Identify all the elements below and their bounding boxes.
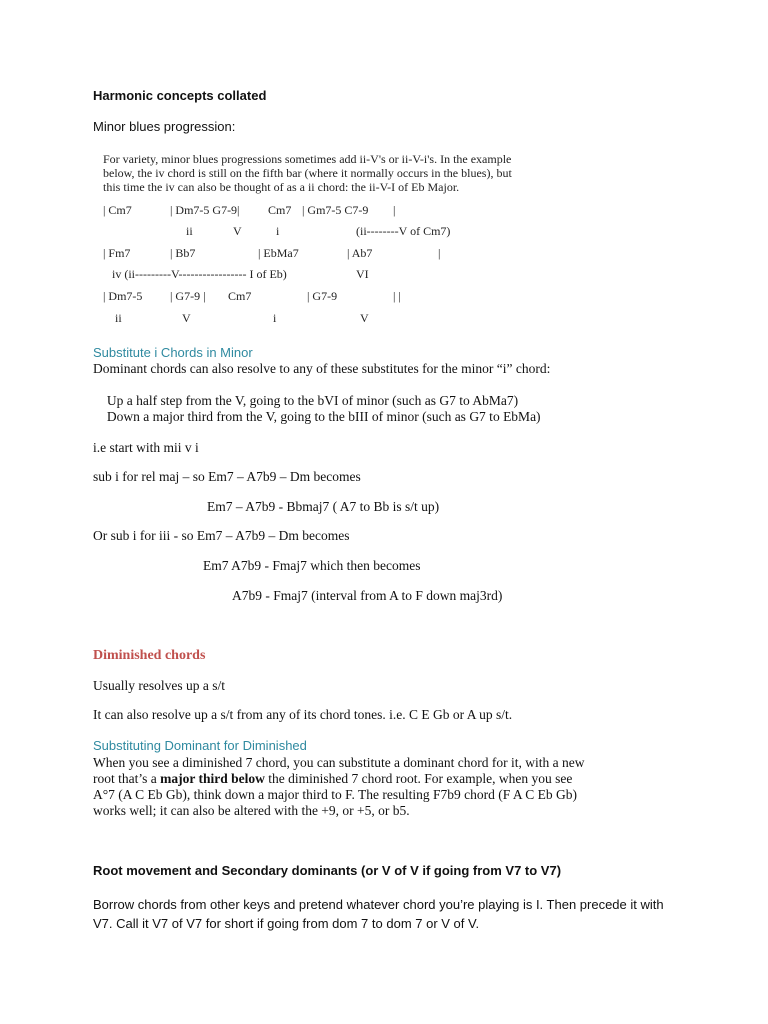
sub-rel-maj: sub i for rel maj – so Em7 – A7b9 – Dm becomes (93, 469, 361, 484)
document-title: Harmonic concepts collated (93, 88, 267, 103)
chord-bar: | Dm7-5 (103, 289, 143, 303)
excerpt-line: below, the iv chord is still on the fifth bar (where it normally occurs in the blues), but (103, 166, 512, 180)
diminished-line: Usually resolves up a s/t (93, 678, 225, 693)
substitute-intro: Dominant chords can also resolve to any of these substitutes for the minor “i” chord: (93, 361, 551, 376)
sub-iii-result: Em7 A7b9 - Fmaj7 which then becomes (203, 558, 421, 573)
sub-iii-result-2: A7b9 - Fmaj7 (interval from A to F down maj3rd) (232, 588, 503, 603)
chord-bar: | G7-9 (307, 289, 338, 303)
roman-label: iv (ii---------V----------------- I of Eb) (112, 267, 287, 281)
dom-dim-heading: Substituting Dominant for Diminished (93, 738, 307, 753)
chord-bar: | Fm7 (103, 246, 131, 260)
chord-bar: | G7-9 | (170, 289, 206, 303)
diminished-line: It can also resolve up a s/t from any of its chord tones. i.e. C E Gb or A up s/t. (93, 707, 513, 722)
chord-bar: | (438, 246, 441, 260)
dom-dim-bold-text: major third below (160, 771, 265, 786)
dom-dim-text: the diminished 7 chord root. For example, when you see A°7 (A C Eb Gb), think down a major third to F. The resulting F7b9 chord (F A C Eb Gb) works well; it can also be altered with the +9, or +5, or b5. (93, 771, 578, 818)
chord-bar: | Gm7-5 C7-9 (302, 203, 369, 217)
dom-dim-text: When you see a diminished 7 chord, you can substitute a dominant chord for it, with a new root that’s a (93, 755, 585, 786)
ie-line: i.e start with mii v i (93, 440, 199, 455)
chord-bar: | Ab7 (347, 246, 373, 260)
excerpt-line: For variety, minor blues progressions sometimes add ii-V's or ii-V-i's. In the example (103, 152, 512, 166)
dom-dim-paragraph (93, 755, 585, 819)
chord-bar: | Dm7-5 G7-9| (170, 203, 240, 217)
chord-bar: Cm7 (228, 289, 252, 303)
roman-label: i (273, 311, 277, 325)
roman-label: V (233, 224, 242, 238)
chord-bar: Cm7 (268, 203, 292, 217)
root-movement-heading: Root movement and Secondary dominants (or V of V if going from V7 to V7) (93, 863, 562, 878)
roman-label: (ii--------V of Cm7) (356, 224, 451, 238)
excerpt-line: this time the iv can also be thought of as a ii chord: the ii-V-I of Eb Major. (103, 180, 460, 194)
substitute-heading: Substitute i Chords in Minor (93, 345, 253, 360)
substitute-bullet: Down a major third from the V, going to the bIII of minor (such as G7 to EbMa) (93, 409, 527, 424)
chord-bar: | | (393, 289, 401, 303)
chord-bar: | Bb7 (170, 246, 196, 260)
minor-blues-heading: Minor blues progression: (93, 119, 236, 134)
root-movement-paragraph: Borrow chords from other keys and pretend whatever chord you’re playing is I. Then precede it with V7. Call it V7 of V7 for short if going from dom 7 to dom 7 or V of V. (93, 897, 664, 931)
chord-bar: | (393, 203, 396, 217)
roman-label: VI (356, 267, 369, 281)
roman-label: V (182, 311, 191, 325)
chord-bar: | EbMa7 (258, 246, 299, 260)
diminished-heading: Diminished chords (93, 648, 206, 663)
sub-rel-maj-result: Em7 – A7b9 - Bbmaj7 ( A7 to Bb is s/t up) (207, 499, 440, 514)
chord-bar: | Cm7 (103, 203, 132, 217)
substitute-bullet: Up a half step from the V, going to the bVI of minor (such as G7 to AbMa7) (93, 393, 505, 408)
sub-iii: Or sub i for iii - so Em7 – A7b9 – Dm becomes (93, 528, 350, 543)
roman-label: ii (186, 224, 193, 238)
roman-label: V (360, 311, 369, 325)
roman-label: i (276, 224, 280, 238)
roman-label: ii (115, 311, 122, 325)
